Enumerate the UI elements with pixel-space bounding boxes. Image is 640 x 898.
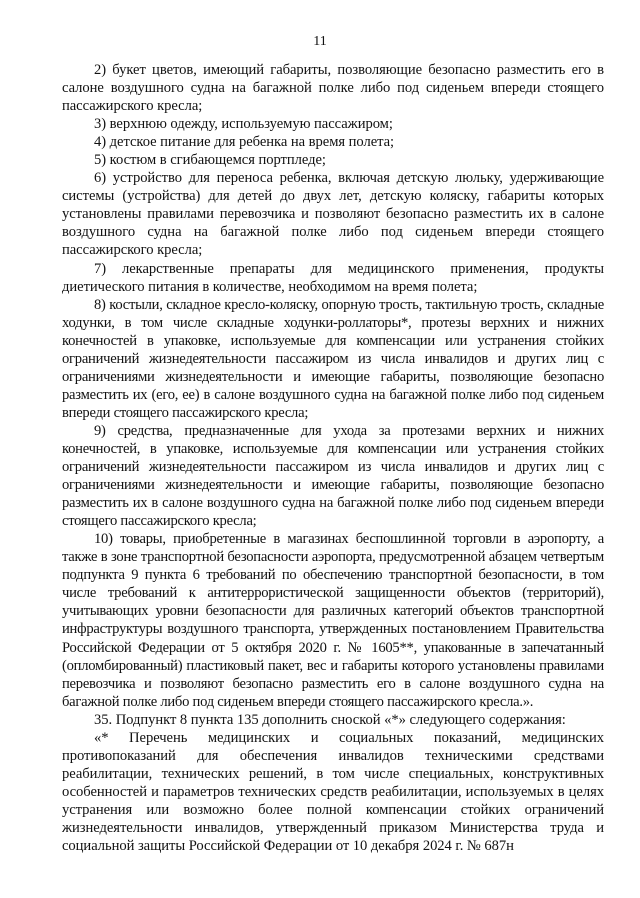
paragraph-item-2: 2) букет цветов, имеющий габариты, позволяющие безопасно разместить его в салоне воздушного судна на багажной полке либо под сиденьем впереди стоящего пассажирского кресла; <box>62 62 604 115</box>
paragraph-item-10: 10) товары, приобретенные в магазинах беспошлинной торговли в аэропорту, а также в зоне транспортной безопасности аэропорта, предусмотренной абзацем четвертым подпункта 9 пункта 6 требований по обеспечению транспортной безопасности, в том числе требований к антитеррористической защищенности объектов (территорий), учитывающих уровни безопасности для различных категорий объектов транспортной инфраструктуры воздушного транспорта, утвержденных постановлением Правительства Российской Федерации от 5 октября 2020 г. № 1605**, упакованные в запечатанный (опломбированный) пластиковый пакет, вес и габариты которого установлены правилами перевозчика и позволяют безопасно разместить его в салоне воздушного судна на багажной полке либо под сиденьем впереди стоящего пассажирского кресла.». <box>62 531 604 710</box>
document-body <box>62 61 604 855</box>
page-number: 11 <box>313 34 327 49</box>
paragraph-footnote-text: «* Перечень медицинских и социальных показаний, медицинских противопоказаний для обеспечения инвалидов техническими средствами реабилитации, технических решений, в том числе специальных, конструктивных особенностей и параметров технических средств реабилитации, используемых в целях устранения или возможно более полной компенсации стойких ограничений жизнедеятельности инвалидов, утвержденный приказом Министерства труда и социальной защиты Российской Федерации от 10 декабря 2024 г. № 687н <box>62 729 604 855</box>
paragraph-item-6: 6) устройство для переноса ребенка, включая детскую люльку, удерживающие системы (устройства) для детей до двух лет, детскую коляску, габариты которых установлены правилами перевозчика и позволяют безопасно разместить их в салоне воздушного судна на багажной полке либо под сиденьем впереди стоящего пассажирского кресла; <box>62 170 604 259</box>
paragraph-item-5: 5) костюм в сгибающемся портпледе; <box>94 152 326 169</box>
paragraph-item-4: 4) детское питание для ребенка на время полета; <box>94 134 395 151</box>
paragraph-clause-35: 35. Подпункт 8 пункта 135 дополнить сноской «*» следующего содержания: <box>94 711 566 728</box>
paragraph-item-3: 3) верхнюю одежду, используемую пассажиром; <box>94 116 393 133</box>
paragraph-item-8: 8) костыли, складное кресло-коляску, опорную трость, тактильную трость, складные ходунки, в том числе складные ходунки-роллаторы*, протезы верхних и нижних конечностей в упаковке, используемые для компенсации или устранения стойких ограничений жизнедеятельности пассажиром из числа инвалидов и других лиц с ограничениями жизнедеятельности и имеющие габариты, позволяющие безопасно разместить их (его, ее) в салоне воздушного судна на багажной полке либо под сиденьем впереди стоящего пассажирского кресла; <box>62 296 604 421</box>
paragraph-item-7: 7) лекарственные препараты для медицинского применения, продукты диетического питания в количестве, необходимом на время полета; <box>62 260 604 295</box>
paragraph-item-9: 9) средства, предназначенные для ухода за протезами верхних и нижних конечностей, в упаковке, используемые для компенсации или устранения стойких ограничений жизнедеятельности пассажиром из числа инвалидов и других лиц с ограничениями жизнедеятельности и имеющие габариты, позволяющие безопасно разместить их в салоне воздушного судна на багажной полке либо под сиденьем впереди стоящего пассажирского кресла; <box>62 422 604 530</box>
